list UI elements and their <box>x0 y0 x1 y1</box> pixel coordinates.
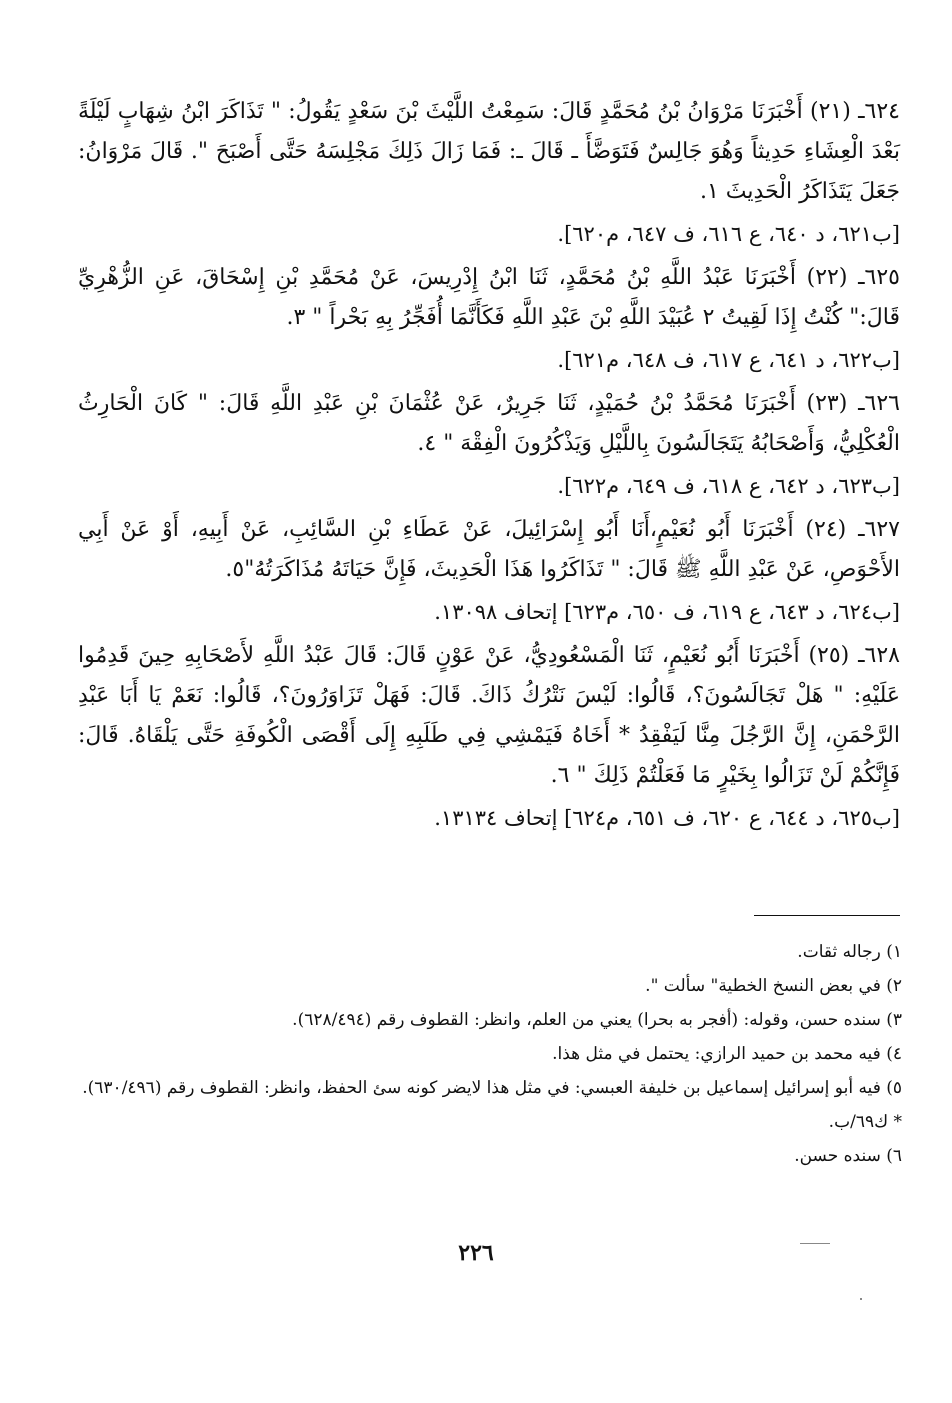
footnote-6: ٦) سنده حسن. <box>794 1146 902 1166</box>
footnote-manuscript-marker: * ك٦٩/ب. <box>828 1112 902 1132</box>
page-number: ٢٢٦ <box>458 1240 494 1266</box>
footnote-1: ١) رجاله ثقات. <box>797 942 902 962</box>
reference-627: [ب٦٢٤، د ٦٤٣، ع ٦١٩، ف ٦٥٠، م٦٢٣] إتحاف ١٣٠٩٨. <box>434 600 900 624</box>
hadith-625: ٦٢٥ـ (٢٢) أَخْبَرَنَا عَبْدُ اللَّهِ بْنُ مُحَمَّدٍ، ثَنَا ابْنُ إِدْرِيسَ، عَنْ مُحَمَّدِ بْنِ إِسْحَاقَ، عَنِ الزُّهْرِيِّ قَالَ:" كُنْتُ إِذَا لَقِيتُ ٢ عُبَيْدَ اللَّهِ بْنَ عَبْدِ اللَّهِ فَكَأَنَّمَا أُفَجِّرُ بِهِ بَحْراً " ٣. <box>78 265 900 330</box>
footnotes <box>80 935 902 1173</box>
footnote-4: ٤) فيه محمد بن حميد الرازي: يحتمل في مثل هذا. <box>552 1044 902 1064</box>
scan-speck <box>860 1298 862 1300</box>
footnote-5: ٥) فيه أبو إسرائيل إسماعيل بن خليفة العبسي: في مثل هذا لايضر كونه سئ الحفظ، وانظر: القطوف رقم (٦٣٠/٤٩٦). <box>82 1078 902 1098</box>
footnote-3: ٣) سنده حسن، وقوله: (أفجر به بحرا) يعني من العلم، وانظر: القطوف رقم (٦٢٨/٤٩٤). <box>292 1010 902 1030</box>
hadith-628: ٦٢٨ـ (٢٥) أَخْبَرَنَا أَبُو نُعَيْمٍ، ثَنَا الْمَسْعُودِيُّ، عَنْ عَوْنٍ قَالَ: قَالَ عَبْدُ اللَّهِ لأَصْحَابِهِ حِينَ قَدِمُوا عَلَيْهِ: " هَلْ تَجَالَسُونَ؟، قَالُوا: لَيْسَ نَتْرُكُ ذَاكَ. قَالَ: فَهَلْ تَزَاوَرُونَ؟، قَالُوا: نَعَمْ يَا أَبَا عَبْدِ الرَّحْمَنِ، إِنَّ الرَّجُلَ مِنَّا لَيَفْقِدُ * أَخَاهُ فَيَمْشِي فِي طَلَبِهِ إِلَى أَقْصَى الْكُوفَةِ حَتَّى يَلْقَاهُ. قَالَ: فَإِنَّكُمْ لَنْ تَزَالُوا بِخَيْرٍ مَا فَعَلْتُمْ ذَلِكَ " ٦. <box>78 643 901 788</box>
reference-625: [ب٦٢٢، د ٦٤١، ع ٦١٧، ف ٦٤٨، م٦٢١]. <box>557 348 900 372</box>
main-text <box>78 92 900 842</box>
hadith-624: ٦٢٤ـ (٢١) أَخْبَرَنَا مَرْوَانُ بْنُ مُحَمَّدٍ قَالَ: سَمِعْتُ اللَّيْثَ بْنَ سَعْدٍ يَقُولُ: " تَذَاكَرَ ابْنُ شِهَابٍ لَيْلَةً بَعْدَ الْعِشَاءِ حَدِيثاً وَهُوَ جَالِسٌ فَتَوَضَّأَ ـ قَالَ ـ: فَمَا زَالَ ذَلِكَ مَجْلِسَهُ حَتَّى أَصْبَحَ ". قَالَ مَرْوَانُ: جَعَلَ يَتَذَاكَرُ الْحَدِيثَ ١. <box>78 99 900 204</box>
hadith-626: ٦٢٦ـ (٢٣) أَخْبَرَنَا مُحَمَّدُ بْنُ حُمَيْدٍ، ثَنَا جَرِيرٌ، عَنْ عُثْمَانَ بْنِ عَبْدِ اللَّهِ قَالَ: " كَانَ الْحَارِثُ الْعُكْلِيُّ، وَأَصْحَابُهُ يَتَجَالَسُونَ بِاللَّيْلِ وَيَذْكُرُونَ الْفِقْهَ " ٤. <box>78 391 900 456</box>
footnote-separator <box>754 915 900 916</box>
scan-speck <box>800 1243 830 1244</box>
reference-626: [ب٦٢٣، د ٦٤٢، ع ٦١٨، ف ٦٤٩، م٦٢٢]. <box>557 474 900 498</box>
reference-624: [ب٦٢١، د ٦٤٠، ع ٦١٦، ف ٦٤٧، م٦٢٠]. <box>557 222 900 246</box>
hadith-627: ٦٢٧ـ (٢٤) أَخْبَرَنَا أَبُو نُعَيْمٍ،أَنَا أَبُو إِسْرَائِيلَ، عَنْ عَطَاءِ بْنِ السَّائِبِ، عَنْ أَبِيهِ، أَوْ عَنْ أَبِي الأَحْوَصِ، عَنْ عَبْدِ اللَّهِ ﷺ قَالَ: " تَذَاكَرُوا هَذَا الْحَدِيثَ، فَإِنَّ حَيَاتَهُ مُذَاكَرَتُهُ"٥. <box>78 517 900 582</box>
reference-628: [ب٦٢٥، د ٦٤٤، ع ٦٢٠، ف ٦٥١، م٦٢٤] إتحاف ١٣١٣٤. <box>434 806 900 830</box>
footnote-2: ٢) في بعض النسخ الخطية" سألت ". <box>645 976 902 996</box>
